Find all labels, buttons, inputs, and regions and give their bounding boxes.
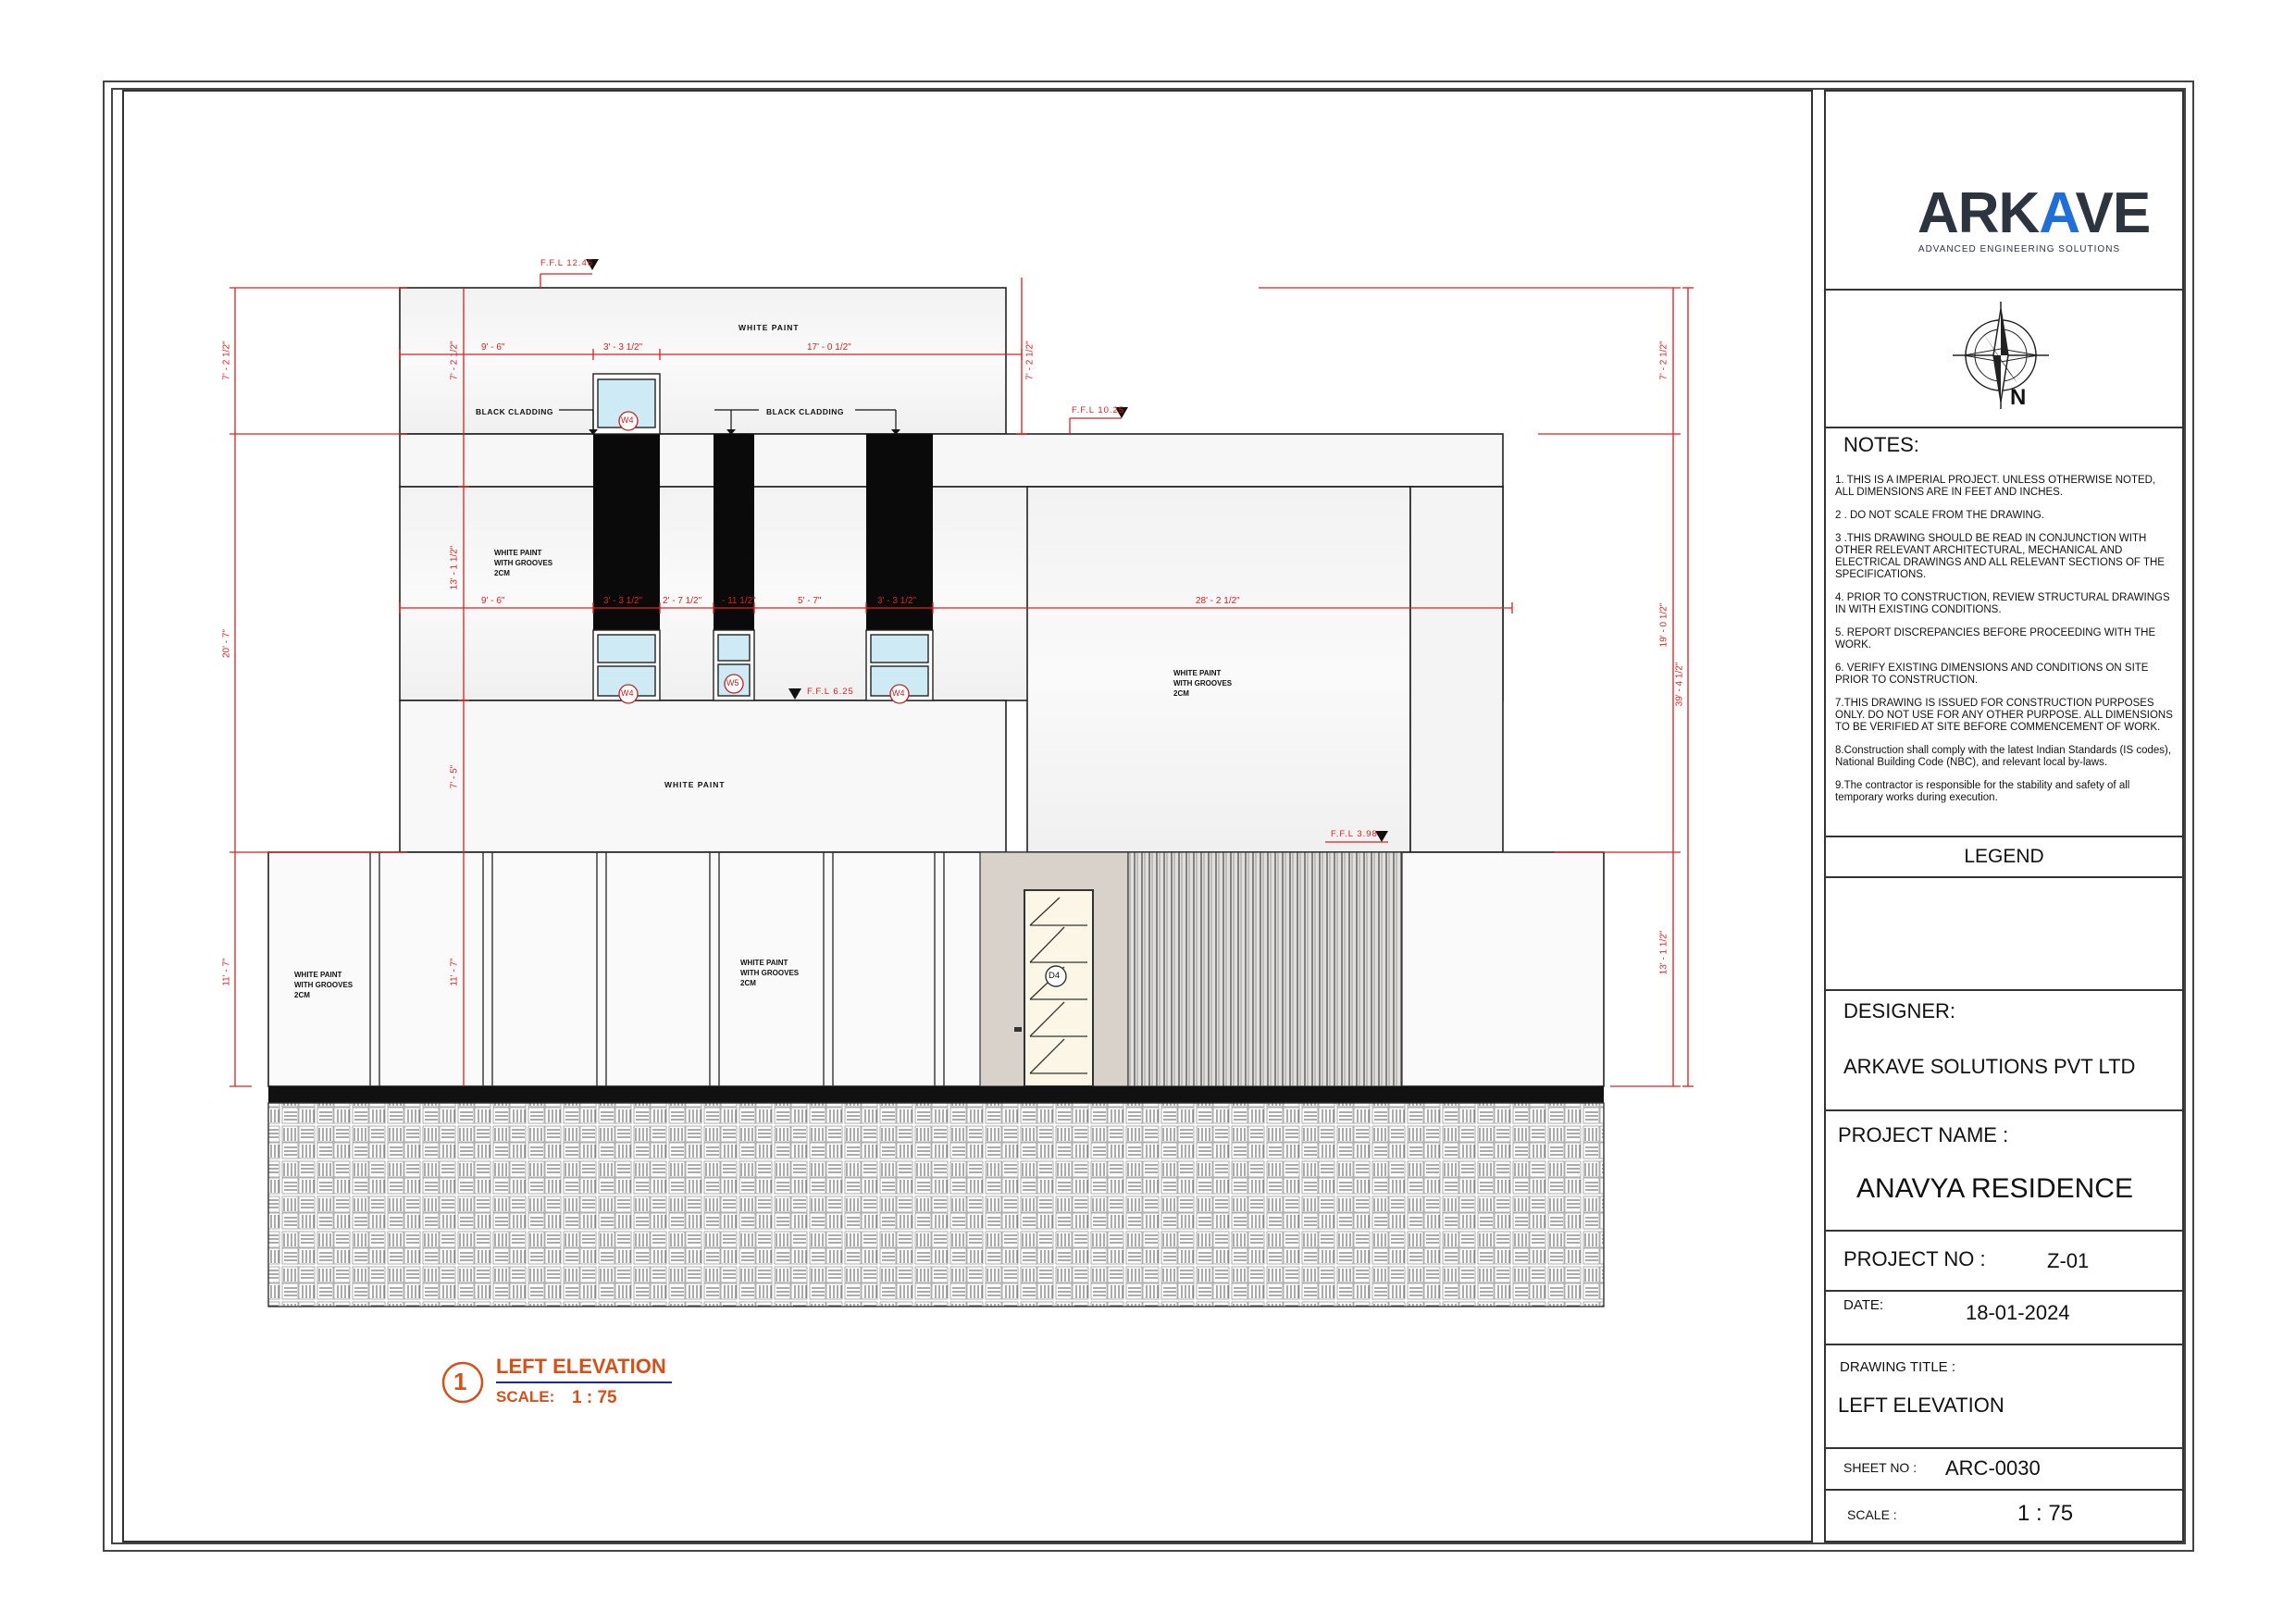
level-ffl-625: F.F.L 6.25 [807, 687, 854, 697]
label-wp-grooves-4: WHITE PAINT WITH GROOVES 2CM [740, 959, 800, 987]
sheet-no-label: SHEET NO : [1843, 1460, 1917, 1475]
dim-text: 11' - 7" [221, 958, 232, 986]
project-name-label: PROJECT NAME : [1838, 1123, 2009, 1146]
scale-label: SCALE : [1847, 1507, 1897, 1522]
level-ffl-1245: F.F.L 12.45 [540, 258, 594, 268]
caption-scale-label: SCALE: [496, 1388, 555, 1406]
tag-w5-label: W5 [726, 678, 739, 688]
label-white-paint-mid: WHITE PAINT [664, 780, 726, 789]
drawing-title-label: DRAWING TITLE : [1840, 1359, 1956, 1375]
stone-base [268, 1103, 1604, 1307]
label-wp-grooves-1: WHITE PAINT WITH GROOVES 2CM [494, 549, 553, 577]
ground-floor-wall [268, 852, 1604, 1086]
label-black-cladding-1: BLACK CLADDING [476, 407, 553, 416]
dim-text: 3' - 3 1/2" [877, 596, 917, 606]
compass-north-label: N [2010, 385, 2027, 410]
note-item: 7.THIS DRAWING IS ISSUED FOR CONSTRUCTION PURPOSES ONLY. DO NOT USE FOR ANY OTHER PURPOSE. ALL DIMENSIONS TO BE VERIFIED AT SITE BEFORE COMMENCEMENT OF WORK. [1835, 698, 2173, 733]
dim-text: 7' - 2 1/2" [1658, 341, 1669, 380]
level-ffl-1025: F.F.L 10.25 [1072, 405, 1125, 415]
tag-d4-label: D4 [1049, 971, 1061, 981]
note-item: 9.The contractor is responsible for the stability and safety of all temporary works during execution. [1835, 780, 2130, 803]
dim-text: 2' - 7 1/2" [663, 596, 702, 606]
dim-text: 9' - 6" [481, 342, 505, 353]
dim-text: 7' - 2 1/2" [1024, 341, 1036, 380]
date-label: DATE: [1843, 1297, 1884, 1313]
note-item: 8.Construction shall comply with the latest Indian Standards (IS codes), National Building Code (NBC), and relevant local by-laws. [1835, 745, 2172, 768]
note-item: 1. THIS IS A IMPERIAL PROJECT. UNLESS OTHERWISE NOTED, ALL DIMENSIONS ARE IN FEET AND INCHES. [1835, 475, 2156, 498]
date-value: 18-01-2024 [1966, 1301, 2070, 1324]
note-item: 4. PRIOR TO CONSTRUCTION, REVIEW STRUCTURAL DRAWINGS IN WITH EXISTING CONDITIONS. [1835, 592, 2170, 615]
tag-w4-label: W4 [621, 688, 634, 698]
scale-value: 1 : 75 [2017, 1501, 2074, 1526]
dim-text: 13' - 1 1/2" [1658, 930, 1669, 975]
dim-text: - 11 1/2" [722, 596, 756, 606]
legend-heading: LEGEND [1964, 846, 2044, 867]
label-wp-grooves-3: WHITE PAINT WITH GROOVES 2CM [294, 971, 354, 999]
dim-text: 7' - 2 1/2" [449, 341, 460, 380]
label-wp-grooves-2: WHITE PAINT WITH GROOVES 2CM [1173, 669, 1233, 698]
dim-text: 9' - 6" [481, 596, 505, 606]
note-item: 3 .THIS DRAWING SHOULD BE READ IN CONJUNCTION WITH OTHER RELEVANT ARCHITECTURAL, MECHANICAL AND ELECTRICAL DRAWINGS AND ALL RELEVANT SECTIONS OF THE SPECIFICATIONS. [1835, 533, 2165, 580]
logo-tagline: ADVANCED ENGINEERING SOLUTIONS [1917, 244, 2121, 254]
dim-text: 39' - 4 1/2" [1674, 662, 1685, 707]
dim-text: 17' - 0 1/2" [807, 342, 851, 353]
designer-label: DESIGNER: [1843, 999, 1956, 1022]
designer-value: ARKAVE SOLUTIONS PVT LTD [1843, 1055, 2136, 1078]
notes-heading: NOTES: [1843, 433, 1919, 456]
note-item: 5. REPORT DISCREPANCIES BEFORE PROCEEDING WITH THE WORK. [1835, 627, 2156, 650]
dim-text: 20' - 7" [221, 628, 232, 659]
dim-text: 5' - 7" [798, 596, 822, 606]
dim-text: 3' - 3 1/2" [603, 596, 643, 606]
project-name-value: ANAVYA RESIDENCE [1856, 1173, 2133, 1204]
dim-text: 7' - 2 1/2" [221, 341, 232, 380]
tag-w4-label: W4 [621, 415, 634, 425]
dim-text: 3' - 3 1/2" [603, 342, 643, 353]
door-d4 [1024, 890, 1093, 1086]
dim-text: 13' - 1 1/2" [449, 545, 460, 590]
label-black-cladding-2: BLACK CLADDING [766, 407, 844, 416]
label-white-paint-top: WHITE PAINT [738, 323, 800, 332]
caption-scale-value: 1 : 75 [572, 1388, 617, 1407]
white-paint-block [400, 700, 1006, 852]
drawing-title-value: LEFT ELEVATION [1838, 1394, 2004, 1417]
project-no-value: Z-01 [2047, 1249, 2090, 1272]
dim-text: 19' - 0 1/2" [1658, 602, 1669, 648]
left-elevation-drawing [268, 288, 1604, 1307]
dim-text: 28' - 2 1/2" [1196, 596, 1240, 606]
caption-title: LEFT ELEVATION [496, 1355, 666, 1378]
company-logo: ARKAVE ADVANCED ENGINEERING SOLUTIONS [1917, 181, 2151, 254]
level-ffl-398: F.F.L 3.98 [1331, 829, 1378, 839]
tag-w4-label: W4 [892, 688, 905, 698]
caption-number: 1 [453, 1368, 467, 1395]
note-item: 6. VERIFY EXISTING DIMENSIONS AND CONDITIONS ON SITE PRIOR TO CONSTRUCTION. [1835, 663, 2149, 686]
sheet-no-value: ARC-0030 [1945, 1456, 2041, 1480]
notes-list [1835, 475, 2174, 815]
note-item: 2 . DO NOT SCALE FROM THE DRAWING. [1835, 510, 2044, 521]
plinth-band [268, 1086, 1604, 1103]
fluted-cladding [1128, 852, 1402, 1086]
dim-text: 11' - 7" [449, 958, 460, 986]
compass-icon [1953, 302, 2049, 409]
dim-text: 7' - 5" [449, 764, 460, 789]
project-no-label: PROJECT NO : [1843, 1247, 1986, 1270]
